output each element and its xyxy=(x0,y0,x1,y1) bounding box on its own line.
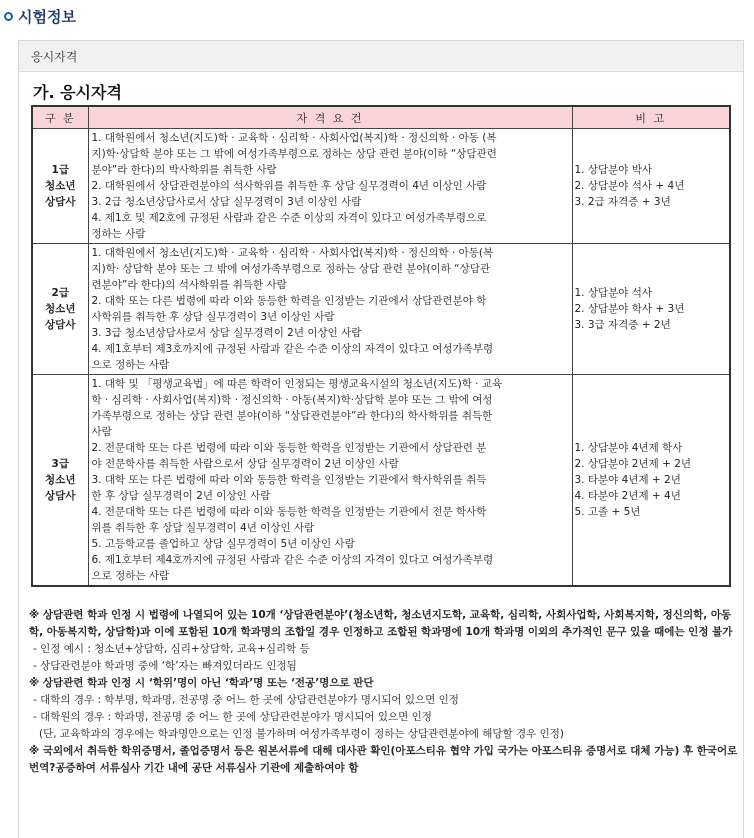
requirement-line: 5. 고등학교를 졸업하고 상담 실무경력이 5년 이상인 사람 xyxy=(91,538,355,550)
note-line: 1. 상담분야 4년제 학사 xyxy=(574,442,683,454)
requirement-line: 지)학· 상담학 분야 또는 그 밖에 여성가족부령으로 정하는 상담 관련 분야(이하 “상담관 xyxy=(91,263,491,275)
requirement-line: 3. 3급 청소년상담사로서 상담 실무경력이 2년 이상인 사람 xyxy=(91,327,362,339)
note-line: 2. 상담분야 2년제 + 2년 xyxy=(574,458,692,470)
grade-cell xyxy=(32,244,88,375)
footnote-line: ※ 상담관련 학과 인정 시 ‘학위’명이 아닌 ‘학과’명 또는 ‘전공’명으로 판단 xyxy=(29,677,374,689)
requirement-line: 3. 대학 또는 다른 법령에 따라 이와 동등한 학력을 인정받는 기관에서 학사학위를 취득 xyxy=(91,474,487,486)
requirement-line: 가족부령으로 정하는 상담 관련 분야(이하 “상담관련분야”라 한다)의 학사학위를 취득한 xyxy=(91,410,493,422)
page-header xyxy=(0,0,754,32)
requirement-line: 사학위를 취득한 후 상담 실무경력이 3년 이상인 사람 xyxy=(91,311,335,323)
panel-title: 응시자격 xyxy=(31,49,78,64)
circle-bullet-icon xyxy=(4,12,13,21)
requirement-line: 정하는 사람 xyxy=(91,228,146,240)
content-panel xyxy=(18,40,744,838)
footnote-line: - 대학의 경우 : 학부명, 학과명, 전공명 중 어느 한 곳에 상담관련분야가 명시되어 있으면 인정 xyxy=(33,694,459,706)
grade-label: 청소년 xyxy=(45,474,76,486)
requirement-line: 3. 2급 청소년상담사로서 상담 실무경력이 3년 이상인 사람 xyxy=(91,196,362,208)
note-line: 3. 3급 자격증 + 2년 xyxy=(574,319,671,331)
requirement-line: 으로 정하는 사람 xyxy=(91,570,170,582)
panel-header xyxy=(19,41,743,72)
note-line: 2. 상담분야 석사 + 4년 xyxy=(574,180,685,192)
footnote-line: - 상담관련분야 학과명 중에 ‘학’자는 빠져있더라도 인정됨 xyxy=(33,660,297,672)
requirements-cell xyxy=(88,244,572,375)
footnote-line: - 대학원의 경우 : 학과명, 전공명 중 어느 한 곳에 상담관련분야가 명시되어 있으면 인정 xyxy=(33,711,432,723)
requirement-line: 으로 정하는 사람 xyxy=(91,359,170,371)
requirement-line: 학 · 심리학 · 사회사업(복지)학 · 정신의학 · 아동(복지)학·상담학 분야 또는 그 밖에 여성 xyxy=(91,394,493,406)
grade-level: 3급 xyxy=(51,458,69,470)
table-row-grade2 xyxy=(32,244,730,375)
section-heading: 가. 응시자격 xyxy=(33,83,122,102)
note-line: 4. 타분야 2년제 + 4년 xyxy=(574,490,681,502)
requirement-line: 4. 제1호부터 제3호까지에 규정된 사람과 같은 수준 이상의 자격이 있다고 여성가족부령 xyxy=(91,343,494,355)
grade-label: 상담사 xyxy=(45,490,76,502)
requirement-line: 2. 대학원에서 상담관련분야의 석사학위를 취득한 후 상담 실무경력이 4년 이상인 사람 xyxy=(91,180,487,192)
grade-label: 상담사 xyxy=(45,319,76,331)
footnotes xyxy=(29,607,739,777)
footnote-line: ※ 상담관련 학과 인정 시 법령에 나열되어 있는 10개 ‘상담관련분야’(청소년학, 청소년지도학, 교육학, 심리학, 사회사업학, 사회복지학, 정신의학, 아동학, 아동복지학, 상담학)과 이에 포함된 10개 학과명의 조합일 경우 인정하고 조합된 학과명에 10개 학과명 이외의 추가적인 문구 있을 때에는 인정 불가 xyxy=(29,609,733,638)
grade-level: 2급 xyxy=(51,287,69,299)
requirement-line: 사람 xyxy=(91,426,112,438)
qualification-table xyxy=(31,105,731,587)
grade-cell xyxy=(32,129,88,244)
page-title: 시험정보 xyxy=(18,7,76,26)
grade-level: 1급 xyxy=(51,164,69,176)
requirement-line: 위를 취득한 후 상담 실무경력이 4년 이상인 사람 xyxy=(91,522,315,534)
requirement-line: 2. 전문대학 또는 다른 법령에 따라 이와 동등한 학력을 인정받는 기관에서 상담관련 분 xyxy=(91,442,487,454)
table-row-grade3 xyxy=(32,375,730,587)
table-row-grade1 xyxy=(32,129,730,244)
requirement-line: 1. 대학 및 「평생교육법」에 따른 학력이 인정되는 평생교육시설의 청소년(지도)학 · 교육 xyxy=(91,378,503,390)
requirement-line: 한 후 상담 실무경력이 2년 이상인 사람 xyxy=(91,490,271,502)
grade-cell xyxy=(32,375,88,587)
notes-cell xyxy=(572,375,730,587)
notes-cell xyxy=(572,129,730,244)
requirements-cell xyxy=(88,375,572,587)
footnote-line: (단, 교육학과의 경우에는 학과명만으로는 인정 불가하며 여성가족부령이 정하는 상담관련분야에 해당할 경우 인정) xyxy=(39,728,564,740)
requirement-line: 1. 대학원에서 청소년(지도)학 · 교육학 · 심리학 · 사회사업(복지)학 · 정신의학 · 아동 (복 xyxy=(91,132,497,144)
requirement-line: 4. 전문대학 또는 다른 법령에 따라 이와 동등한 학력을 인정받는 기관에서 전문 학사학 xyxy=(91,506,487,518)
requirement-line: 야 전문학사를 취득한 사람으로서 상담 실무경력이 2년 이상인 사람 xyxy=(91,458,399,470)
requirement-line: 6. 제1호부터 제4호까지에 규정된 사람과 같은 수준 이상의 자격이 있다고 여성가족부령 xyxy=(91,554,494,566)
requirement-line: 련분야”라 한다)의 석사학위를 취득한 사람 xyxy=(91,279,287,291)
grade-label: 상담사 xyxy=(45,196,76,208)
grade-label: 청소년 xyxy=(45,180,76,192)
requirements-cell xyxy=(88,129,572,244)
header-notes: 비 고 xyxy=(572,106,730,129)
grade-label: 청소년 xyxy=(45,303,76,315)
note-line: 2. 상담분야 학사 + 3년 xyxy=(574,303,685,315)
footnote-line: - 인정 예시 : 청소년+상담학, 심리+상담학, 교육+심리학 등 xyxy=(33,643,310,655)
notes-cell xyxy=(572,244,730,375)
requirement-line: 2. 대학 또는 다른 법령에 따라 이와 동등한 학력을 인정받는 기관에서 상담관련분야 학 xyxy=(91,295,487,307)
table-header-row xyxy=(32,106,730,129)
note-line: 3. 2급 자격증 + 3년 xyxy=(574,196,671,208)
requirement-line: 1. 대학원에서 청소년(지도)학 · 교육학 · 심리학 · 사회사업(복지)학 · 정신의학 · 아동(복 xyxy=(91,247,494,259)
note-line: 5. 고졸 + 5년 xyxy=(574,506,641,518)
footnote-line: ※ 국외에서 취득한 학위증명서, 졸업증명서 등은 원본서류에 대해 대사관 확인(아포스티유 협약 가입 국가는 아포스티유 증명서로 대체 가능) 후 한국어로 번역?공증하여 서류심사 기간 내에 공단 서류심사 기관에 제출하여야 함 xyxy=(29,745,738,774)
requirement-line: 4. 제1호 및 제2호에 규정된 사람과 같은 수준 이상의 자격이 있다고 여성가족부령으로 xyxy=(91,212,487,224)
note-line: 1. 상담분야 석사 xyxy=(574,287,653,299)
header-requirements: 자 격 요 건 xyxy=(88,106,572,129)
requirement-line: 지)학·상담학 분야 또는 그 밖에 여성가족부령으로 정하는 상담 관련 분야(이하 “상담관련 xyxy=(91,148,497,160)
header-category: 구 분 xyxy=(32,106,88,129)
note-line: 1. 상담분야 박사 xyxy=(574,164,653,176)
requirement-line: 분야”라 한다)의 박사학위를 취득한 사람 xyxy=(91,164,277,176)
note-line: 3. 타분야 4년제 + 2년 xyxy=(574,474,681,486)
